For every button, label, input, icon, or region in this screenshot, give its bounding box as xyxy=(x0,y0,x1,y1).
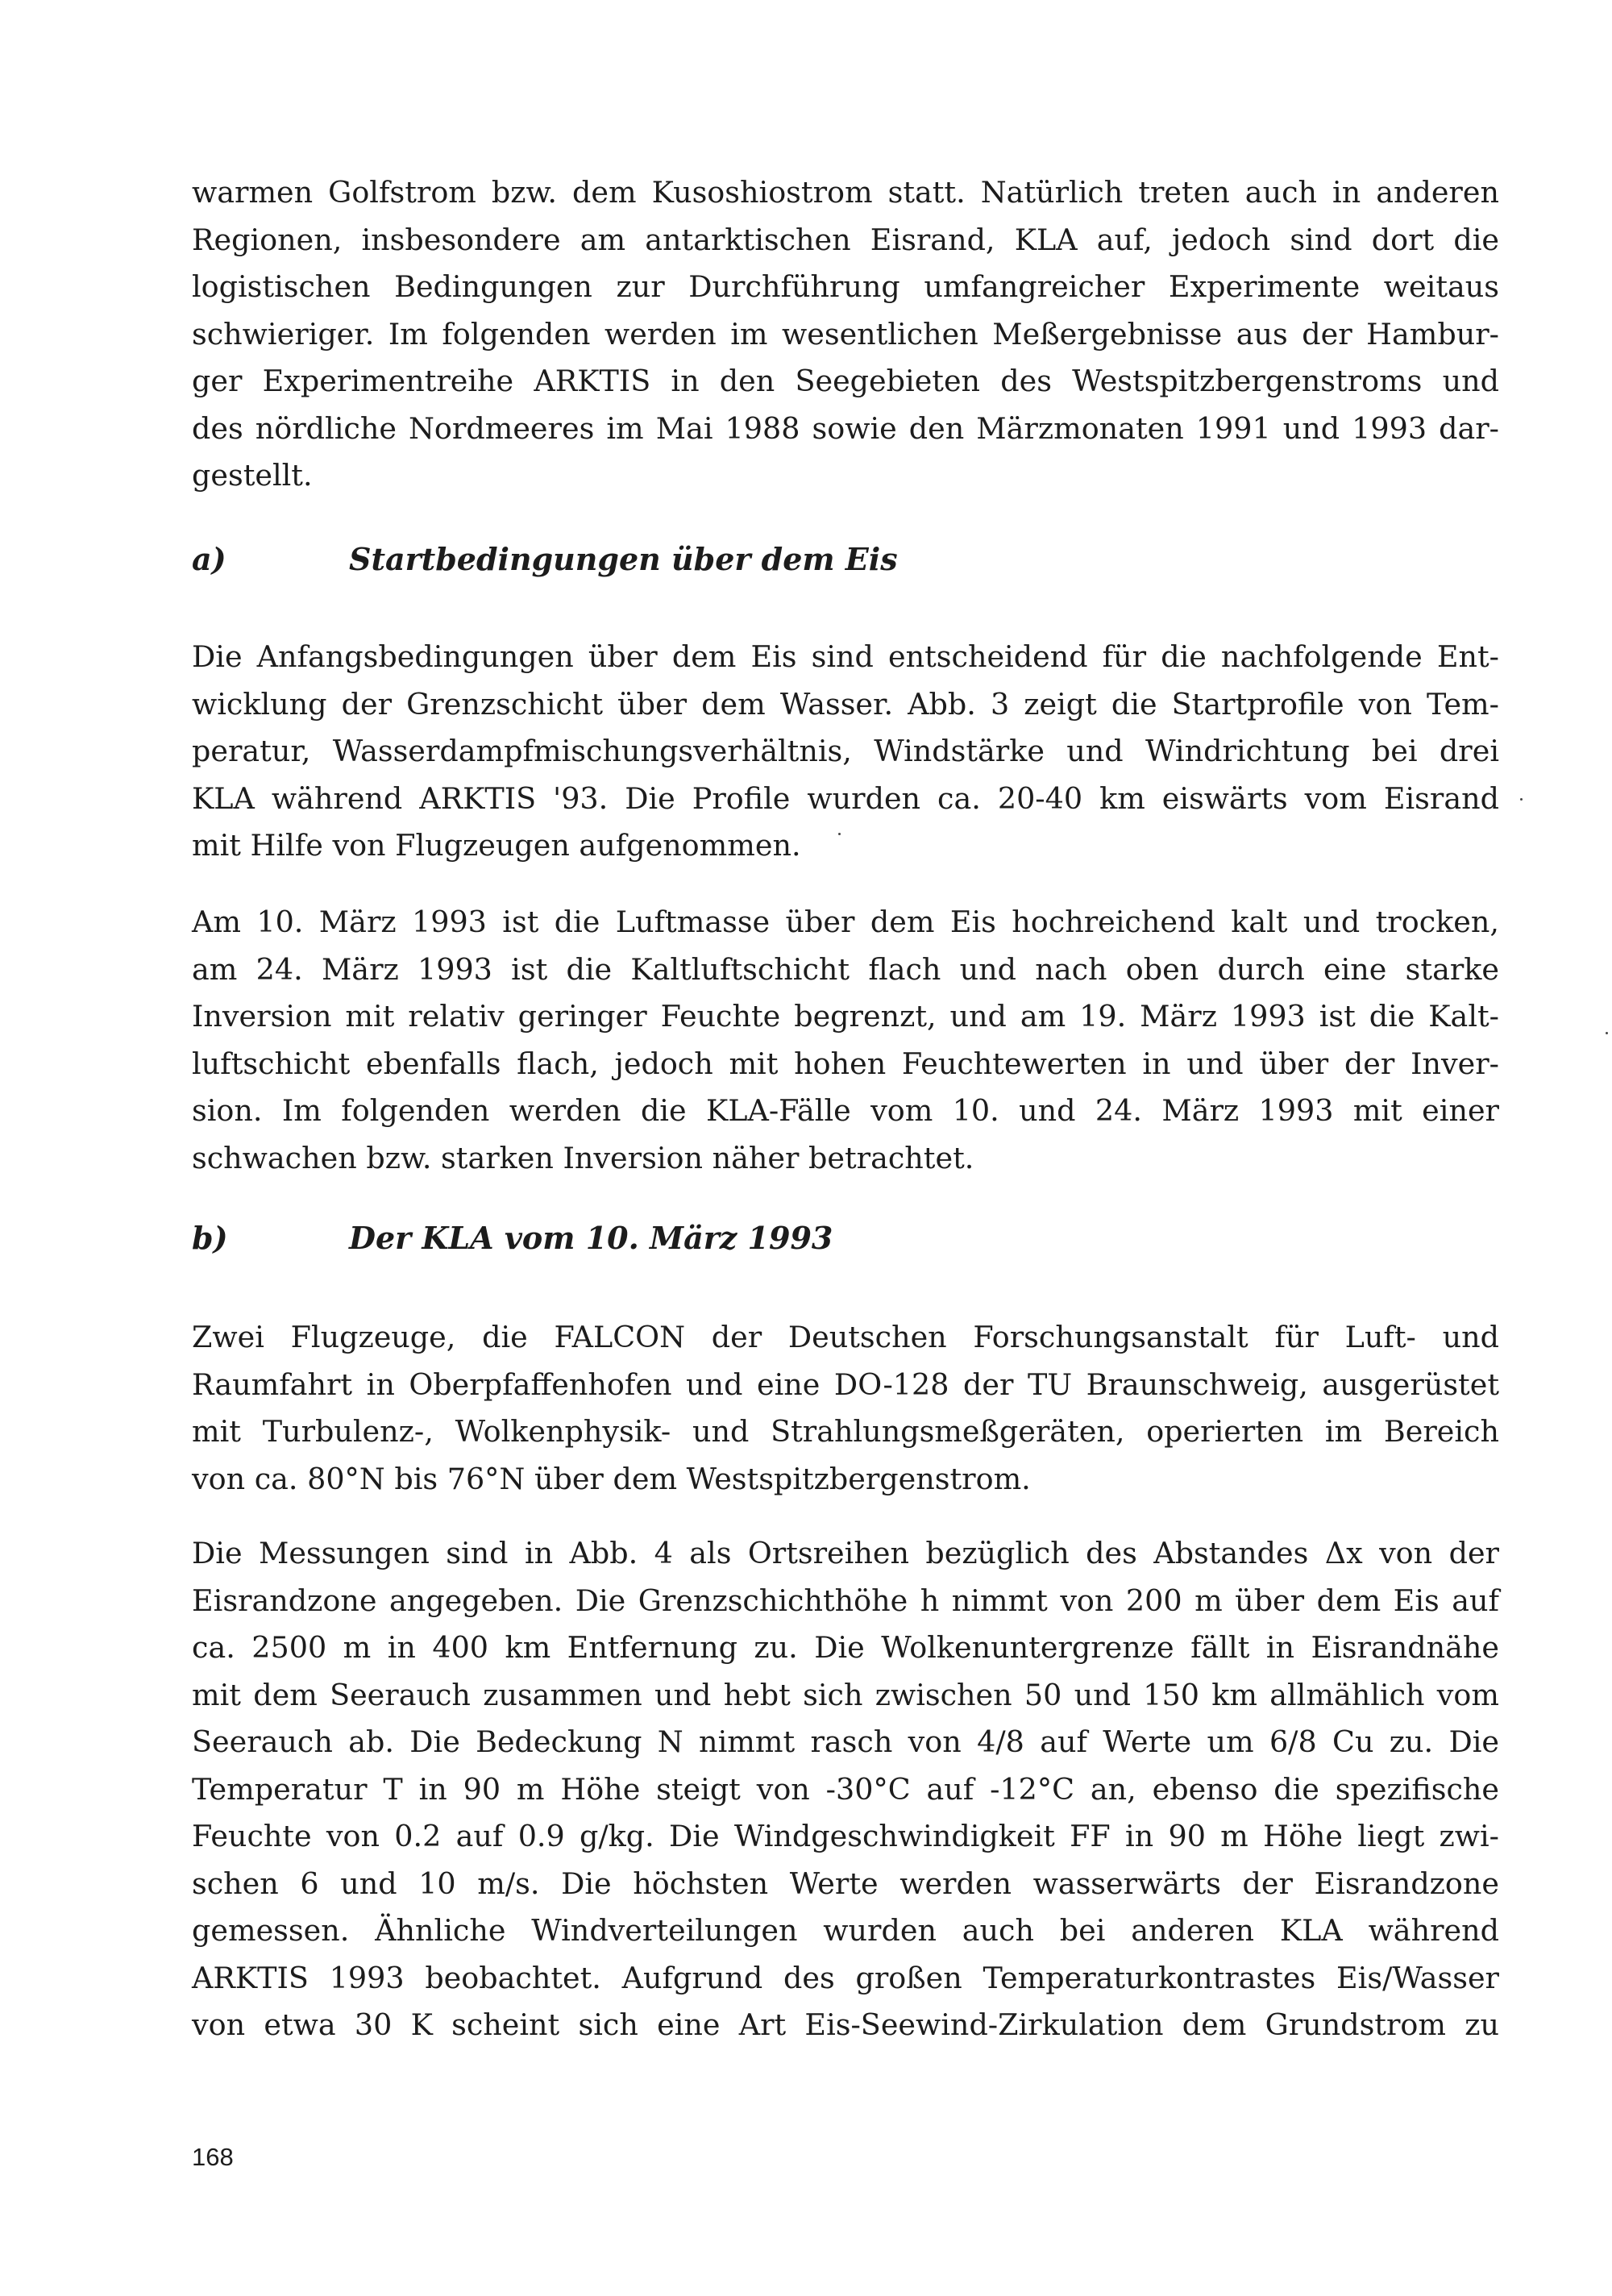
paragraph-start-conditions xyxy=(192,634,1499,870)
paragraph-measurements xyxy=(192,1530,1499,2049)
text-line: Seerauch ab. Die Bedeckung N nimmt rasch von 4/8 auf Werte um 6/8 Cu zu. Die xyxy=(192,1724,1499,1759)
scan-speck xyxy=(838,833,841,835)
text-line: Die Messungen sind in Abb. 4 als Ortsreihen bezüglich des Abstandes Δx von der xyxy=(192,1536,1499,1570)
text-line: gemessen. Ähnliche Windverteilungen wurden auch bei anderen KLA während xyxy=(192,1913,1499,1948)
text-line: Raumfahrt in Oberpfaffenhofen und eine DO-128 der TU Braunschweig, ausgerüstet xyxy=(192,1366,1499,1402)
paragraph-march-overview xyxy=(192,899,1499,1182)
section-heading-a xyxy=(192,535,1499,584)
section-heading-b xyxy=(192,1214,1499,1262)
paragraph-aircraft xyxy=(192,1314,1499,1503)
page-number: 168 xyxy=(192,2143,234,2171)
text-line: KLA während ARKTIS '93. Die Profile wurden ca. 20-40 km eiswärts vom Eisrand xyxy=(192,780,1499,816)
text-line: des nördliche Nordmeeres im Mai 1988 sowie den Märzmonaten 1991 und 1993 dar- xyxy=(192,410,1499,446)
section-label: a) xyxy=(192,541,226,577)
text-line: mit Turbulenz-, Wolkenphysik- und Strahlungsmeßgeräten, operierten im Bereich xyxy=(192,1414,1499,1449)
text-line: Eisrandzone angegeben. Die Grenzschichthöhe h nimmt von 200 m über dem Eis auf xyxy=(192,1583,1499,1618)
text-line: schen 6 und 10 m/s. Die höchsten Werte werden wasserwärts der Eisrandzone xyxy=(192,1866,1499,1901)
text-line: luftschicht ebenfalls flach, jedoch mit hohen Feuchtewerten in und über der Inver- xyxy=(192,1046,1499,1081)
text-line: ARKTIS 1993 beobachtet. Aufgrund des großen Temperaturkontrastes Eis/Wasser xyxy=(192,1960,1499,1995)
text-line: am 24. März 1993 ist die Kaltluftschicht flach und nach oben durch eine starke xyxy=(192,951,1499,987)
text-line: von ca. 80°N bis 76°N über dem Westspitzbergenstrom. xyxy=(192,1461,1031,1496)
text-line: Feuchte von 0.2 auf 0.9 g/kg. Die Windgeschwindigkeit FF in 90 m Höhe liegt zwi- xyxy=(192,1819,1499,1853)
text-line: Regionen, insbesondere am antarktischen Eisrand, KLA auf, jedoch sind dort die xyxy=(192,222,1499,257)
text-line: warmen Golfstrom bzw. dem Kusoshiostrom statt. Natürlich treten auch in anderen xyxy=(192,175,1499,210)
section-label: b) xyxy=(192,1220,228,1256)
text-line: gestellt. xyxy=(192,458,313,493)
scan-speck xyxy=(1520,798,1523,801)
text-line: logistischen Bedingungen zur Durchführung umfangreicher Experimente weitaus xyxy=(192,269,1499,304)
text-line: schwieriger. Im folgenden werden im wesentlichen Meßergebnisse aus der Hambur- xyxy=(192,316,1499,351)
scan-speck xyxy=(1606,1032,1608,1034)
text-line: Temperatur T in 90 m Höhe steigt von -30°C auf -12°C an, ebenso die spezifische xyxy=(192,1771,1499,1807)
paragraph-intro xyxy=(192,169,1499,500)
text-line: mit Hilfe von Flugzeugen aufgenommen. xyxy=(192,828,801,863)
text-line: Am 10. März 1993 ist die Luftmasse über dem Eis hochreichend kalt und trocken, xyxy=(192,905,1499,939)
text-line: schwachen bzw. starken Inversion näher betrachtet. xyxy=(192,1140,974,1175)
text-line: Die Anfangsbedingungen über dem Eis sind entscheidend für die nachfolgende Ent- xyxy=(192,639,1499,674)
section-title: Startbedingungen über dem Eis xyxy=(349,541,898,577)
text-line: mit dem Seerauch zusammen und hebt sich zwischen 50 und 150 km allmählich vom xyxy=(192,1677,1499,1712)
text-line: ca. 2500 m in 400 km Entfernung zu. Die Wolkenuntergrenze fällt in Eisrandnähe xyxy=(192,1630,1499,1665)
text-line: sion. Im folgenden werden die KLA-Fälle vom 10. und 24. März 1993 mit einer xyxy=(192,1093,1499,1128)
text-line: ger Experimentreihe ARKTIS in den Seegebieten des Westspitzbergenstroms und xyxy=(192,364,1499,398)
text-line: Inversion mit relativ geringer Feuchte begrenzt, und am 19. März 1993 ist die Kalt- xyxy=(192,999,1499,1034)
text-line: wicklung der Grenzschicht über dem Wasser. Abb. 3 zeigt die Startprofile von Tem- xyxy=(192,686,1499,722)
text-line: von etwa 30 K scheint sich eine Art Eis-Seewind-Zirkulation dem Grundstrom zu xyxy=(192,2007,1499,2042)
text-line: Zwei Flugzeuge, die FALCON der Deutschen Forschungsanstalt für Luft- und xyxy=(192,1320,1499,1354)
text-line: peratur, Wasserdampfmischungsverhältnis, Windstärke und Windrichtung bei drei xyxy=(192,734,1499,768)
section-title: Der KLA vom 10. März 1993 xyxy=(349,1220,833,1256)
